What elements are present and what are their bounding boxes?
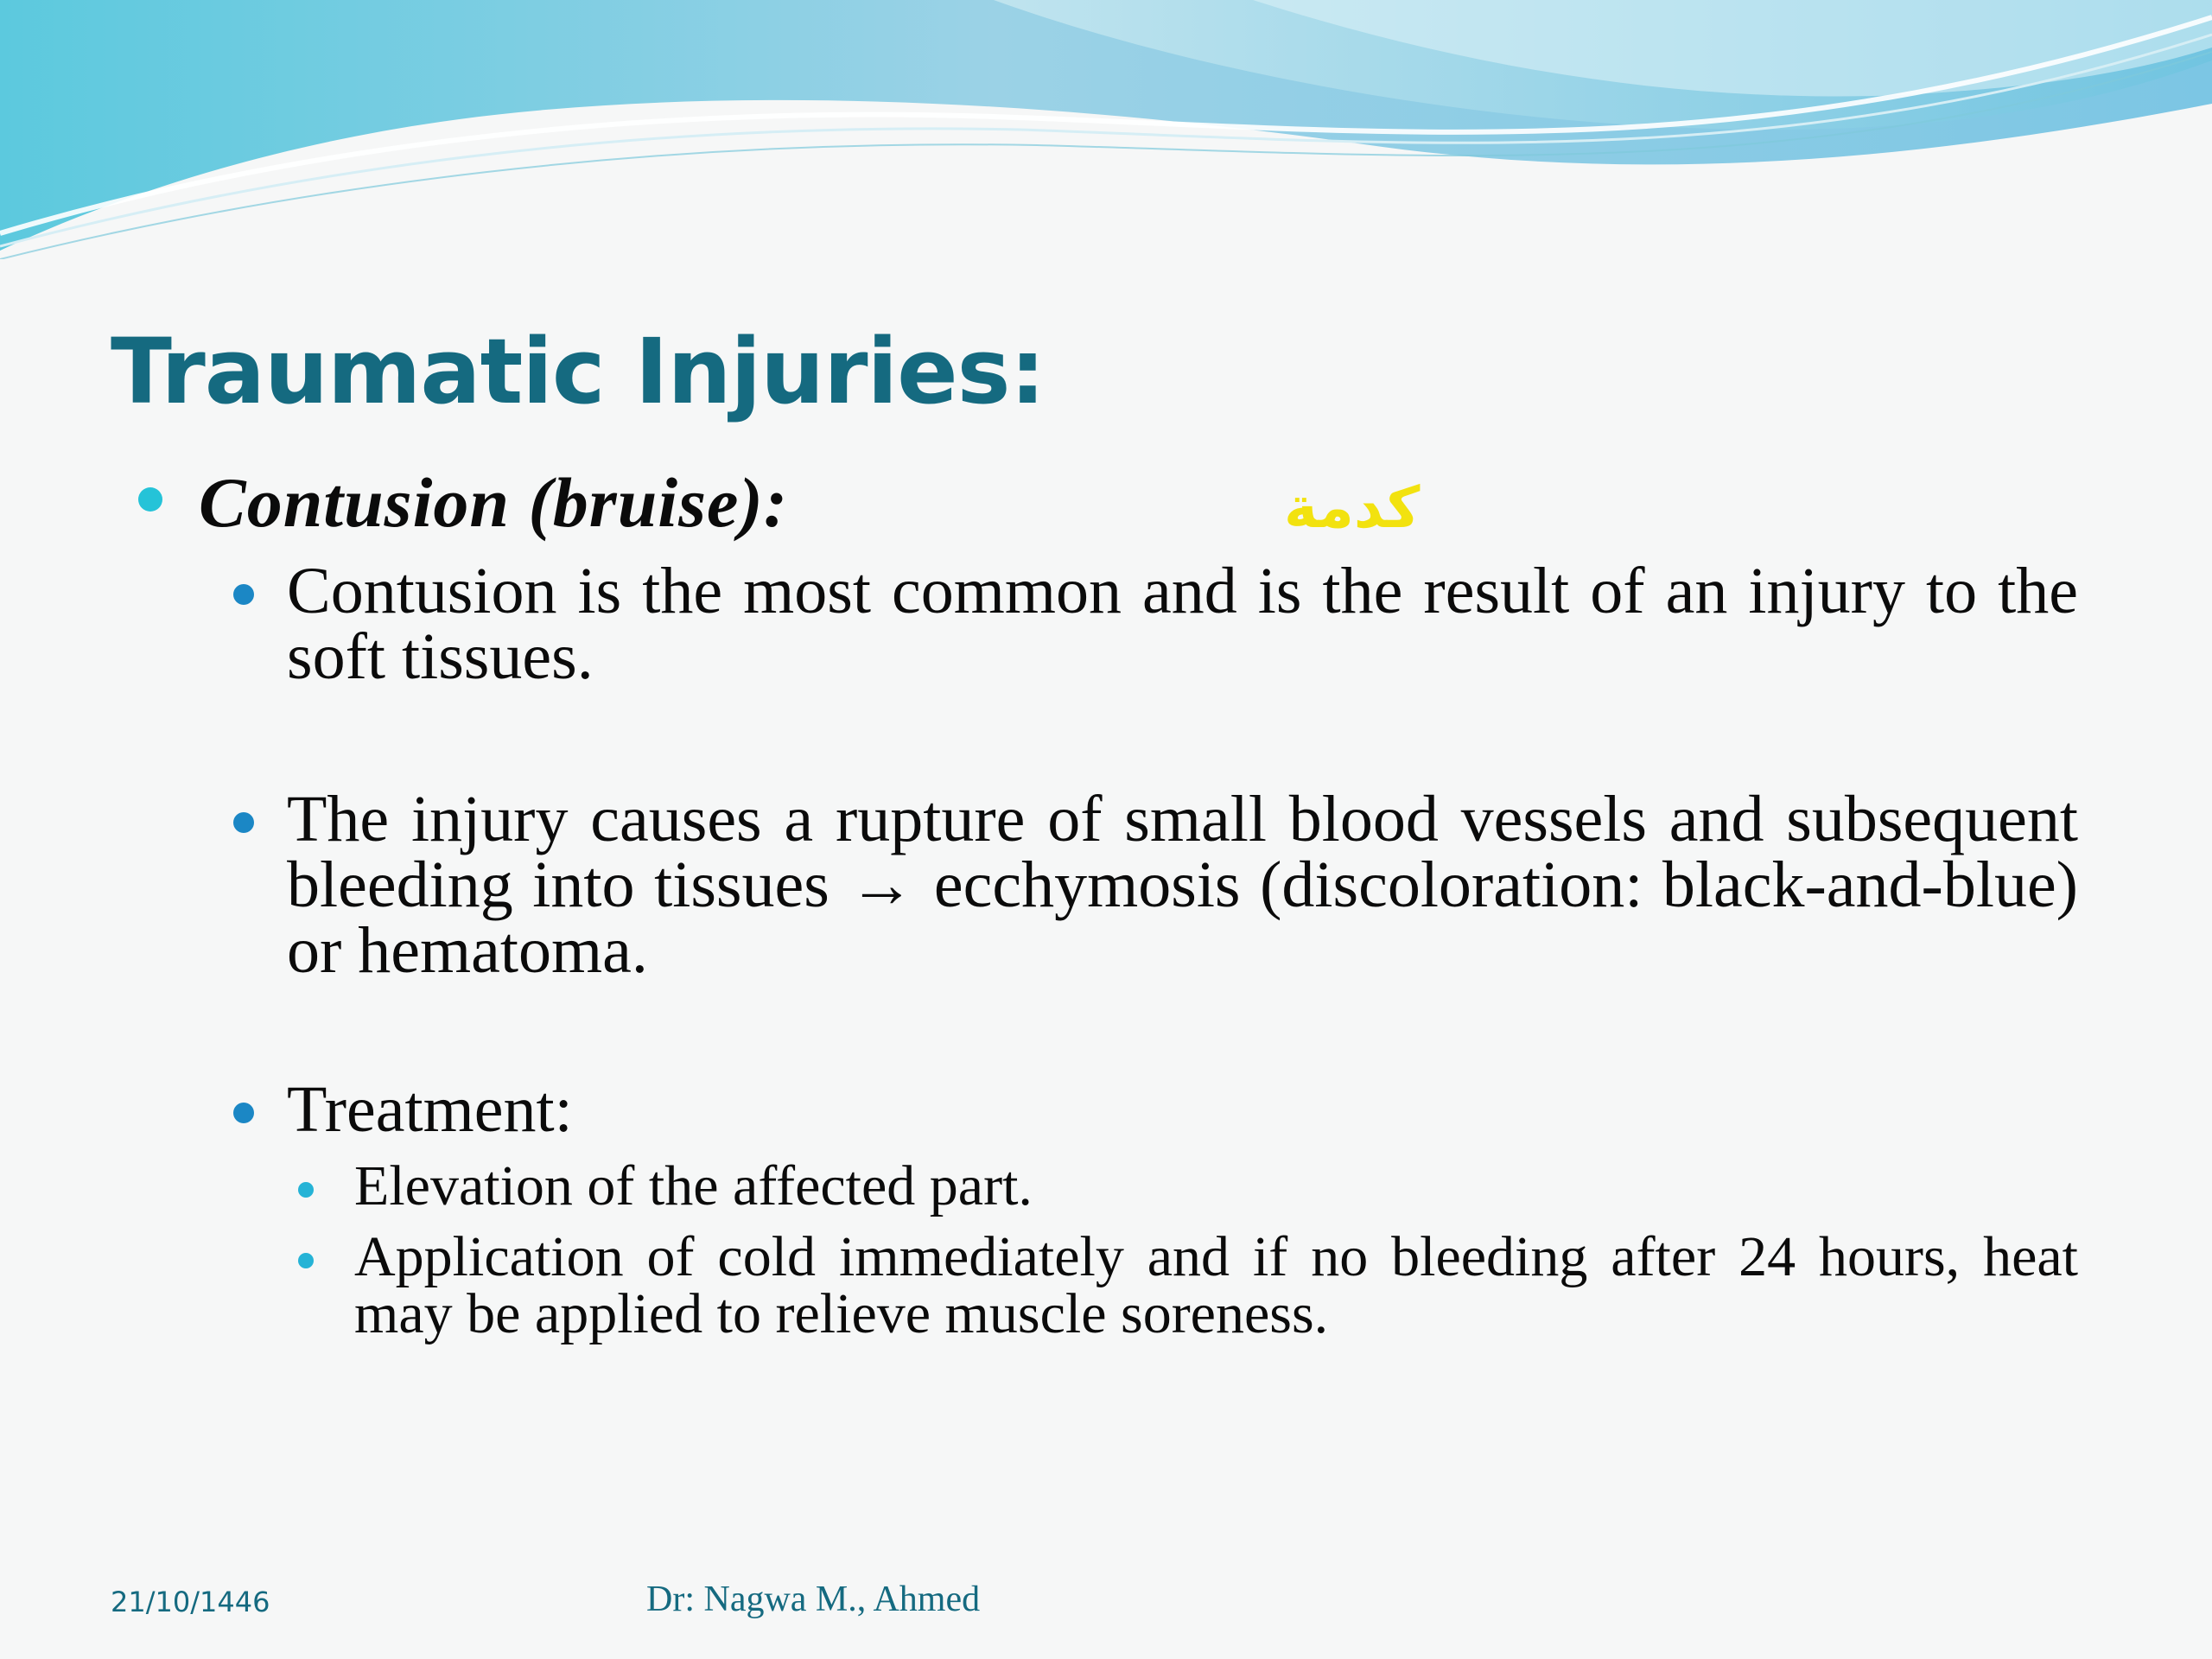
slide-title: Traumatic Injuries: <box>111 319 1046 424</box>
treatment-item: Elevation of the affected part. <box>354 1154 1033 1217</box>
point-text: Contusion is the most common and is the result of an injury to the soft tissues. <box>287 555 2078 693</box>
arabic-translation: كدمة <box>1284 474 1421 541</box>
bullet-icon <box>233 812 254 833</box>
point-text: The injury causes a rupture of small blood vessels and subsequent bleeding into tissues → ecchymosis (discoloration: black-and-blue) or hematoma. <box>287 783 2078 987</box>
bullet-icon <box>298 1253 314 1268</box>
footer-author: Dr: Nagwa M., Ahmed <box>646 1580 981 1619</box>
section-heading: Contusion (bruise): <box>199 463 789 542</box>
bullet-icon <box>233 1103 254 1123</box>
treatment-heading: Treatment: <box>287 1073 573 1146</box>
header-wave-decoration <box>0 0 2212 259</box>
footer-date: 21/10/1446 <box>111 1586 270 1618</box>
bullet-icon <box>298 1182 314 1198</box>
treatment-item: Application of cold immediately and if no bleeding after 24 hours, heat may be applied to relieve muscle soreness. <box>354 1225 2078 1345</box>
bullet-icon <box>138 487 162 512</box>
bullet-icon <box>233 584 254 605</box>
